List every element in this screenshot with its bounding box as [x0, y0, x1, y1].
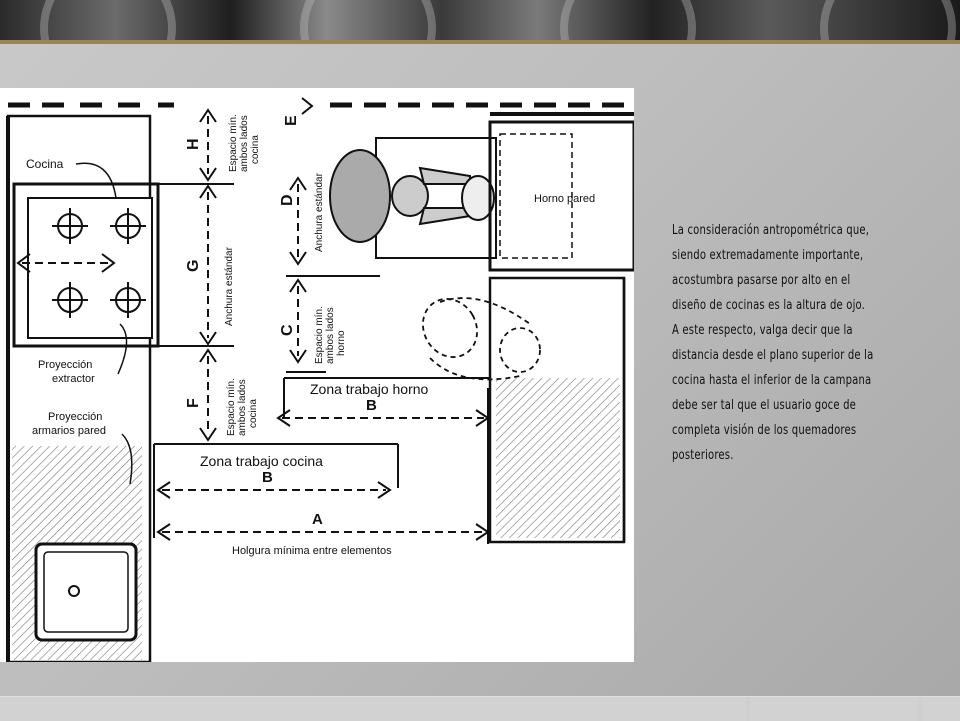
wall-oven: [490, 114, 634, 270]
letter-G: G: [185, 259, 202, 272]
letter-A: A: [312, 511, 323, 528]
footer-segment-date: [750, 697, 918, 721]
label-cocina: Cocina: [26, 157, 64, 171]
person-bending-dashed: [412, 289, 540, 379]
horizontal-dimensions: [158, 410, 488, 540]
footer-segment-page: [922, 697, 960, 721]
hatched-cabinet-right: [496, 378, 620, 538]
label-proyeccion-armarios: Proyección armarios pared: [32, 411, 106, 437]
stove: [28, 198, 152, 338]
label-zona-cocina: Zona trabajo cocina: [200, 453, 323, 469]
label-anchura-horno: Anchura estándar: [314, 173, 325, 252]
kitchen-plan-diagram: [0, 88, 634, 662]
footer-segment-main: [0, 697, 746, 721]
person-at-oven: [330, 138, 496, 258]
label-proyeccion-extractor: Proyección extractor: [38, 359, 95, 385]
label-espacio-cocina-top: Espacio mín. ambos lados cocina: [228, 114, 261, 172]
header-accent-line: [0, 40, 960, 44]
label-espacio-horno: Espacio mín. ambos lados horno: [314, 306, 347, 364]
header-banner: [0, 0, 960, 44]
letter-B-horno: B: [366, 397, 377, 414]
description-text: La consideración antropométrica que, siendo extremadamente importante, acostumbra pasarse por alto en el diseño de cocinas es la altura de ojo. A este respecto, valga decir que la distancia desde el plano superior de la cocina hasta el inferior de la campana debe ser tal que el usuario goce de completa visión de los quemadores posteriores.: [672, 223, 874, 463]
letter-C: C: [279, 324, 296, 336]
letter-D: D: [279, 194, 296, 206]
letter-H: H: [185, 138, 202, 150]
letter-B-cocina: B: [262, 469, 273, 486]
letter-F: F: [185, 398, 202, 408]
label-holgura: Holgura mínima entre elementos: [232, 545, 392, 557]
label-anchura-cocina: Anchura estándar: [224, 247, 235, 326]
label-horno-pared: Horno pared: [534, 193, 596, 205]
label-zona-horno: Zona trabajo horno: [310, 381, 429, 397]
footer-bar: [0, 696, 960, 721]
label-espacio-cocina-bottom: Espacio mín. ambos lados cocina: [226, 378, 259, 436]
letter-E: E: [283, 115, 300, 126]
